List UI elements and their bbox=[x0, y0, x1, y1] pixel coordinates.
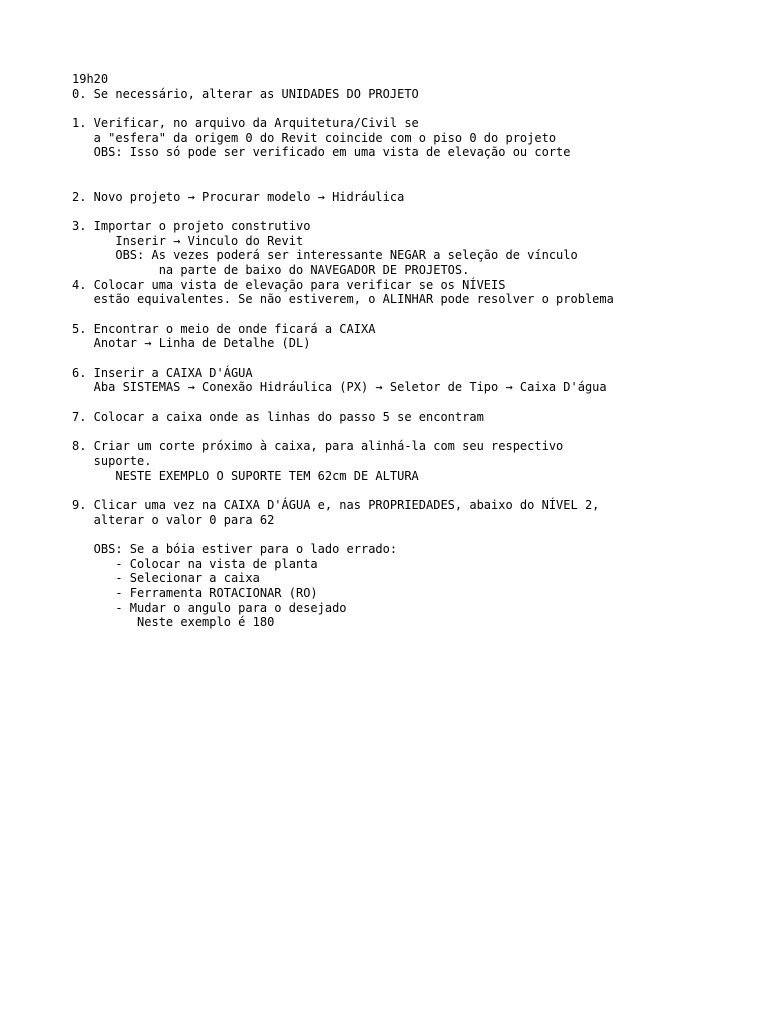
step-1: 1. Verificar, no arquivo da Arquitetura/Civil se bbox=[72, 116, 419, 131]
step-1-obs: OBS: Isso só pode ser verificado em uma vista de elevação ou corte bbox=[72, 145, 571, 160]
blank-line bbox=[72, 395, 692, 410]
step-4: 4. Colocar uma vista de elevação para verificar se os NÍVEIS bbox=[72, 277, 506, 292]
document-page bbox=[72, 72, 692, 630]
step-0: 0. Se necessário, alterar as UNIDADES DO PROJETO bbox=[72, 86, 419, 101]
blank-line bbox=[72, 307, 692, 322]
blank-line bbox=[72, 425, 692, 440]
step-6: 6. Inserir a CAIXA D'ÁGUA bbox=[72, 365, 253, 380]
step-7: 7. Colocar a caixa onde as linhas do passo 5 se encontram bbox=[72, 409, 484, 424]
blank-line bbox=[72, 351, 692, 366]
step-9: 9. Clicar uma vez na CAIXA D'ÁGUA e, nas PROPRIEDADES, abaixo do NÍVEL 2, bbox=[72, 497, 600, 512]
step-5: 5. Encontrar o meio de onde ficará a CAIXA bbox=[72, 321, 376, 336]
step-8-continued: suporte. bbox=[72, 453, 152, 468]
obs-item: - Selecionar a caixa bbox=[72, 571, 260, 586]
obs-item: - Colocar na vista de planta bbox=[72, 556, 318, 571]
step-3-detail: Inserir → Vinculo do Revit bbox=[72, 233, 304, 248]
step-3: 3. Importar o projeto construtivo bbox=[72, 218, 311, 233]
step-9-detail: alterar o valor 0 para 62 bbox=[72, 512, 275, 527]
obs-item: - Mudar o angulo para o desejado bbox=[72, 600, 347, 615]
step-6-detail: Aba SISTEMAS → Conexão Hidráulica (PX) → Seletor de Tipo → Caixa D'água bbox=[72, 380, 607, 395]
step-9-obs: OBS: Se a bóia estiver para o lado errado: bbox=[72, 542, 398, 556]
step-8: 8. Criar um corte próximo à caixa, para alinhá-la com seu respectivo bbox=[72, 439, 564, 454]
blank-line bbox=[72, 483, 692, 498]
blank-line bbox=[72, 527, 692, 542]
step-3-obs: OBS: As vezes poderá ser interessante NEGAR a seleção de vínculo bbox=[72, 248, 578, 263]
blank-line bbox=[72, 175, 692, 190]
time-heading: 19h20 bbox=[72, 72, 109, 86]
step-3-obs-continued: na parte de baixo do NAVEGADOR DE PROJETOS. bbox=[72, 262, 470, 277]
blank-line bbox=[72, 160, 692, 175]
step-1-detail: a "esfera" da origem 0 do Revit coincide com o piso 0 do projeto bbox=[72, 130, 557, 145]
step-2: 2. Novo projeto → Procurar modelo → Hidráulica bbox=[72, 189, 405, 204]
obs-item: - Ferramenta ROTACIONAR (RO) bbox=[72, 586, 318, 601]
step-4-detail: estão equivalentes. Se não estiverem, o ALINHAR pode resolver o problema bbox=[72, 292, 614, 307]
step-8-note: NESTE EXEMPLO O SUPORTE TEM 62cm DE ALTURA bbox=[72, 468, 419, 483]
obs-example: Neste exemplo é 180 bbox=[72, 615, 275, 630]
blank-line bbox=[72, 101, 692, 116]
blank-line bbox=[72, 204, 692, 219]
step-5-detail: Anotar → Linha de Detalhe (DL) bbox=[72, 336, 311, 351]
